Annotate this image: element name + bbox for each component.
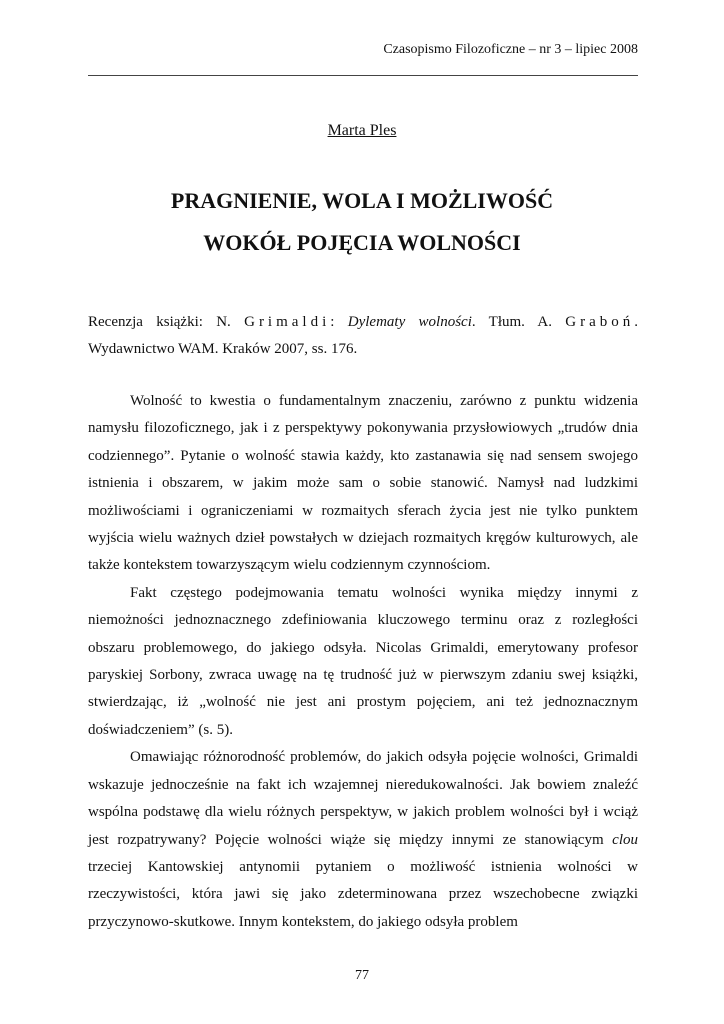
book-title: Dylematy wolności (347, 314, 472, 330)
review-prefix: Recenzja książki: N. (88, 314, 245, 330)
review-colon: : (330, 314, 348, 330)
review-publisher: . Wydawnictwo WAM. Kraków 2007, ss. 176. (88, 314, 639, 357)
running-header: Czasopismo Filozoficzne – nr 3 – lipiec 2008 (383, 42, 638, 57)
author-name: Marta Ples (327, 122, 397, 139)
paragraph-2: Fakt częstego podejmowania tematu wolności wynika między innymi z niemożności jednoznacznego zdefiniowania kluczowego terminu oraz z rozległości obszaru problemowego, do jakiego odsyła. Nicolas Grimaldi, emerytowany profesor paryskiej Sorbony, zwraca uwagę na tę trudność już w pierwszym zdaniu swej książki, stwierdzając, iż „wolność nie jest ani prostym pojęciem, ani też jednoznacznym doświadczeniem” (s. 5). (88, 584, 638, 738)
paragraph-3-part-1: Omawiając różnorodność problemów, do jakich odsyła pojęcie wolności, Grimaldi wskazuje jednocześnie na fakt ich wzajemnej nieredukowalności. Jak bowiem znaleźć wspólna podstawę dla wielu różnych perspektyw, w jakich problem wolności był i wciąż jest rozpatrywany? Pojęcie wolności wiąże się między innymi ze stanowiącym (88, 749, 638, 848)
article-title-line-2: WOKÓŁ POJĘCIA WOLNOŚCI (203, 230, 521, 255)
translator-name: Graboń (565, 314, 635, 330)
header-rule (88, 75, 638, 76)
review-translation: . Tłum. A. (471, 314, 566, 330)
paragraph-3-part-2: trzeciej Kantowskiej antynomii pytaniem o możliwość istnienia wolności w rzeczywistości, która jawi się jako zdeterminowana przez wszechobecne związki przyczynowo-skutkowe. Innym kontekstem, do jakiego odsyła problem (88, 858, 638, 930)
reviewed-author: Grimaldi (244, 314, 331, 330)
article-body (88, 388, 638, 936)
paragraph-3 (88, 744, 638, 936)
article-title-line-1: PRAGNIENIE, WOLA I MOŻLIWOŚĆ (170, 188, 554, 213)
paragraph-3-emphasis: clou (612, 831, 638, 848)
paragraph-1: Wolność to kwestia o fundamentalnym znaczeniu, zarówno z punktu widzenia namysłu filozoficznego, jak i z perspektywy pokonywania przysłowiowych „trudów dnia codziennego”. Pytanie o wolność stawia każdy, kto zastanawia się nad sensem swojego istnienia i obszarem, w jakim może sam o sobie stanowić. Namysł nad ludzkimi możliwościami i ograniczeniami w rozmaitych sferach życia jest nie tylko punktem wyjścia wielu ważnych dzieł powstałych w dziejach rozmaitych kręgów kulturowych, ale także kontekstem towarzyszącym wielu codziennym czynnościom. (88, 393, 638, 574)
page-number: 77 (355, 968, 369, 983)
review-citation (88, 309, 638, 363)
